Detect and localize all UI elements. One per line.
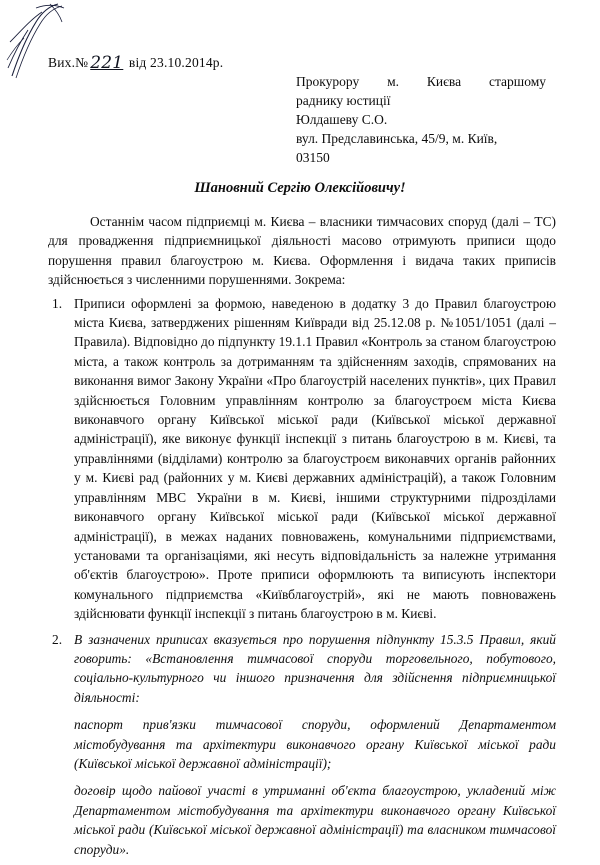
salutation: Шановний Сергію Олексійовичу! xyxy=(194,180,406,196)
list-item-text: В зазначених приписах вказується про порушення підпункту 15.3.5 Правил, який говорить: «Встановлення тимчасової споруди торговельного, побутового, соціально-культурного чи іншого призначення для здійснення підприємницької діяльності: xyxy=(74,631,556,705)
addressee-line-3: Юлдашеву С.О. xyxy=(296,112,388,127)
body-text xyxy=(48,212,556,865)
list-item xyxy=(48,294,556,624)
outgoing-number-row xyxy=(48,52,223,72)
intro-paragraph: Останнім часом підприємці м. Києва – власники тимчасових споруд (далі – ТС) для провадження підприємницької діяльності масово отримують приписи щодо порушення правил благоустрою м. Києва. Оформлення і видача таких приписів здійснюється з численними порушеннями. Зокрема: xyxy=(48,214,556,288)
addressee-line-2: раднику юстиції xyxy=(296,93,391,108)
addressee-line-1: Прокурору м. Києва старшому xyxy=(296,74,546,89)
list-item-text: Приписи оформлені за формою, наведеною в додатку 3 до Правил благоустрою міста Києва, затверджених рішенням Київради від 25.12.08 р. №1051/1051 (далі – Правила). Відповідно до підпункту 19.1.1 Правил «Контроль за станом благоустрою міста, а також контроль за дотриманням та здійсненням заходів, спрямованих на виконання вимог Закону України «Про благоустрій населених пунктів», цих Правил здійснюється Головним управлінням контролю за благоустроєм міста Києва виконавчого органу Київської міської ради (Київської міської державної адміністрації), яке виконує функції інспекції з питань благоустрою в м. Києві, та управліннями (відділами) контролю за благоустроєм виконавчих органів районних у м. Києві рад (районних у м. Києві державних адміністрацій), а також Головним управлінням МВС України в м. Києві, іншими структурними підрозділами виконавчого органу Київської міської ради (Київської міської державної адміністрації), в межах наданих повноважень, комунальними підприємствами, установами та організаціями, які несуть відповідальність за належне утримання об'єктів благоустрою». Проте приписи оформлюють та виписують інспектори комунального підприємства «Київблагоустрій», які не мають повноважень здійснювати функції інспекції з питань благоустрою в м. Києві. xyxy=(74,295,556,622)
addressee-line-4: вул. Предславинська, 45/9, м. Київ, xyxy=(296,131,498,146)
list-item xyxy=(48,630,556,859)
addressee-line-5: 03150 xyxy=(296,150,330,165)
outgoing-prefix: Вих.№ xyxy=(48,55,89,70)
outgoing-date: від 23.10.2014р. xyxy=(128,55,224,70)
sub-paragraph: договір щодо пайової участі в утриманні об'єкта благоустрою, укладений між Департаментом містобудування та архітектури виконавчого органу Київської міської ради (Київської міської державної адміністрації) та власником тимчасової споруди». xyxy=(74,783,556,857)
sub-paragraph: паспорт прив'язки тимчасової споруди, оформлений Департаментом містобудування та архітектури виконавчого органу Київської міської ради (Київської міської державної адміністрації); xyxy=(74,717,556,771)
outgoing-number: 221 xyxy=(90,53,124,73)
addressee-block xyxy=(296,72,546,167)
numbered-list xyxy=(48,294,556,859)
